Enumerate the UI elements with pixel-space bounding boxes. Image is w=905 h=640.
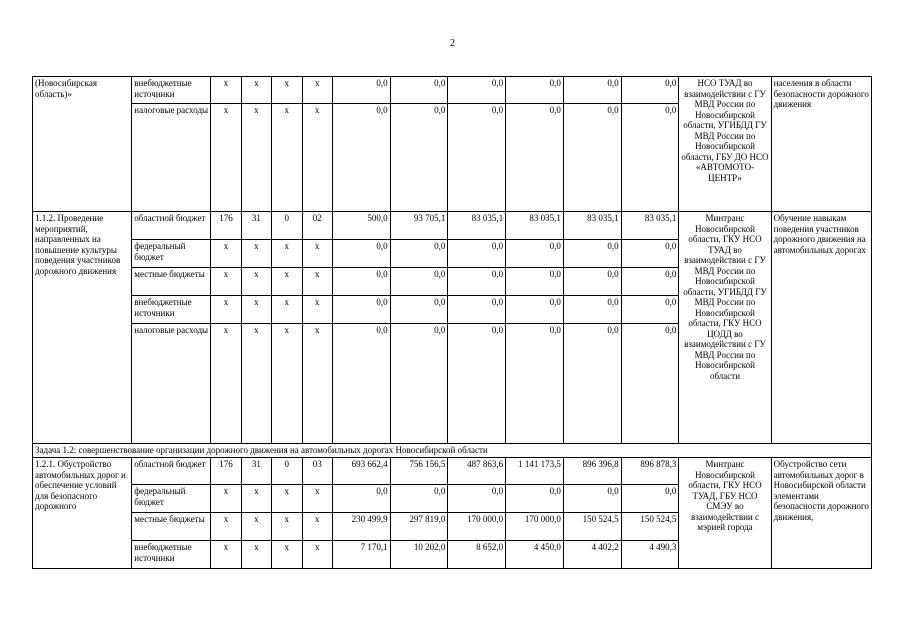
amount-cell: 0,0 <box>506 104 564 212</box>
amount-cell: 1 141 173,5 <box>506 458 564 485</box>
table-row <box>33 77 872 104</box>
code-cell: x <box>211 268 241 296</box>
code-cell: x <box>241 324 271 444</box>
amount-cell: 0,0 <box>563 485 621 513</box>
amount-cell: 0,0 <box>563 77 621 104</box>
code-cell: x <box>241 240 271 268</box>
amount-cell: 0,0 <box>448 324 506 444</box>
amount-cell: 170 000,0 <box>448 513 506 541</box>
amount-cell: 83 035,1 <box>621 212 679 240</box>
amount-cell: 0,0 <box>448 268 506 296</box>
funding-source-cell: внебюджетные источники <box>132 77 211 104</box>
measure-name-cell: (Новосибирская область)» <box>33 77 132 212</box>
code-cell: 0 <box>272 212 302 240</box>
amount-cell: 0,0 <box>506 485 564 513</box>
amount-cell: 170 000,0 <box>506 513 564 541</box>
code-cell: x <box>241 268 271 296</box>
task-header-row <box>33 444 872 458</box>
code-cell: 02 <box>302 212 332 240</box>
code-cell: x <box>241 485 271 513</box>
code-cell: x <box>302 324 332 444</box>
amount-cell: 8 652,0 <box>448 541 506 569</box>
amount-cell: 93 705,1 <box>390 212 448 240</box>
amount-cell: 0,0 <box>621 268 679 296</box>
amount-cell: 297 819,0 <box>390 513 448 541</box>
code-cell: x <box>272 485 302 513</box>
measure-name-cell: 1.2.1. Обустройство автомобильных дорог и обеспечение условий для безопасного дорожного <box>33 458 132 569</box>
amount-cell: 0,0 <box>506 77 564 104</box>
amount-cell: 0,0 <box>390 240 448 268</box>
amount-cell: 0,0 <box>563 296 621 324</box>
amount-cell: 0,0 <box>621 296 679 324</box>
amount-cell: 500,0 <box>332 212 390 240</box>
code-cell: x <box>241 296 271 324</box>
code-cell: x <box>302 268 332 296</box>
funding-source-cell: налоговые расходы <box>132 324 211 444</box>
amount-cell: 0,0 <box>332 77 390 104</box>
amount-cell: 83 035,1 <box>506 212 564 240</box>
code-cell: x <box>272 268 302 296</box>
amount-cell: 83 035,1 <box>563 212 621 240</box>
page-number: 2 <box>450 38 455 49</box>
code-cell: x <box>211 324 241 444</box>
code-cell: x <box>302 296 332 324</box>
amount-cell: 0,0 <box>506 296 564 324</box>
amount-cell: 0,0 <box>563 268 621 296</box>
code-cell: x <box>272 541 302 569</box>
amount-cell: 0,0 <box>332 324 390 444</box>
amount-cell: 756 156,5 <box>390 458 448 485</box>
task-header: Задача 1.2: совершенствование организации дорожного движения на автомобильных дорогах Новосибирской области <box>33 444 872 458</box>
code-cell: x <box>241 513 271 541</box>
amount-cell: 0,0 <box>448 104 506 212</box>
amount-cell: 7 170,1 <box>332 541 390 569</box>
amount-cell: 896 396,8 <box>563 458 621 485</box>
funding-source-cell: внебюджетные источники <box>132 541 211 569</box>
executor-cell: Минтранс Новосибирской области, ГКУ НСО ТУАД во взаимодействии с ГУ МВД России по Новосибирской области, УГИБДД ГУ МВД России по Новосибирской области, ГКУ НСО ЦОДД во взаимодействии с ГУ МВД России по Новосибирской области <box>679 212 771 444</box>
amount-cell: 0,0 <box>506 324 564 444</box>
amount-cell: 0,0 <box>563 324 621 444</box>
result-cell: Обучение навыкам поведения участников дорожного движения на автомобильных дорогах <box>771 212 871 444</box>
amount-cell: 0,0 <box>390 324 448 444</box>
amount-cell: 83 035,1 <box>448 212 506 240</box>
code-cell: x <box>241 77 271 104</box>
amount-cell: 0,0 <box>332 268 390 296</box>
amount-cell: 4 402,2 <box>563 541 621 569</box>
measure-name-cell: 1.1.2. Проведение мероприятий, направленных на повышение культуры поведения участников дорожного движения <box>33 212 132 444</box>
code-cell: x <box>272 513 302 541</box>
code-cell: x <box>211 485 241 513</box>
amount-cell: 0,0 <box>563 240 621 268</box>
amount-cell: 0,0 <box>448 485 506 513</box>
funding-source-cell: областной бюджет <box>132 212 211 240</box>
amount-cell: 4 490,3 <box>621 541 679 569</box>
code-cell: x <box>272 296 302 324</box>
amount-cell: 0,0 <box>621 104 679 212</box>
code-cell: x <box>302 513 332 541</box>
amount-cell: 230 499,9 <box>332 513 390 541</box>
table-body <box>33 77 872 569</box>
result-cell: населения в области безопасности дорожного движения <box>771 77 871 212</box>
amount-cell: 0,0 <box>621 77 679 104</box>
program-table <box>32 76 872 569</box>
code-cell: 0 <box>272 458 302 485</box>
code-cell: x <box>211 513 241 541</box>
code-cell: x <box>272 240 302 268</box>
amount-cell: 0,0 <box>332 240 390 268</box>
executor-cell: Минтранс Новосибирской области, ГКУ НСО ТУАД, ГБУ НСО СМЭУ во взаимодействии с мэрией города <box>679 458 771 569</box>
amount-cell: 0,0 <box>506 268 564 296</box>
amount-cell: 0,0 <box>448 296 506 324</box>
code-cell: x <box>302 240 332 268</box>
amount-cell: 0,0 <box>332 104 390 212</box>
code-cell: 31 <box>241 212 271 240</box>
code-cell: 176 <box>211 212 241 240</box>
amount-cell: 0,0 <box>621 240 679 268</box>
code-cell: 31 <box>241 458 271 485</box>
amount-cell: 150 524,5 <box>621 513 679 541</box>
amount-cell: 0,0 <box>621 485 679 513</box>
executor-cell: НСО ТУАД во взаимодействии с ГУ МВД России по Новосибирской области, УГИБДД ГУ МВД России по Новосибирской области, ГБУ ДО НСО «АВТОМОТО-ЦЕНТР» <box>679 77 771 212</box>
funding-source-cell: местные бюджеты <box>132 513 211 541</box>
amount-cell: 0,0 <box>390 268 448 296</box>
code-cell: x <box>211 104 241 212</box>
code-cell: x <box>211 541 241 569</box>
amount-cell: 487 863,6 <box>448 458 506 485</box>
amount-cell: 0,0 <box>621 324 679 444</box>
amount-cell: 4 450,0 <box>506 541 564 569</box>
result-cell: Обустройство сети автомобильных дорог в Новосибирской области элементами безопасности дорожного движения, <box>771 458 871 569</box>
code-cell: 176 <box>211 458 241 485</box>
code-cell: x <box>211 240 241 268</box>
code-cell: x <box>241 104 271 212</box>
table-row <box>33 212 872 240</box>
funding-source-cell: внебюджетные источники <box>132 296 211 324</box>
amount-cell: 693 662,4 <box>332 458 390 485</box>
code-cell: x <box>272 104 302 212</box>
funding-source-cell: налоговые расходы <box>132 104 211 212</box>
code-cell: x <box>302 77 332 104</box>
code-cell: 03 <box>302 458 332 485</box>
amount-cell: 0,0 <box>332 485 390 513</box>
amount-cell: 0,0 <box>390 296 448 324</box>
code-cell: x <box>211 296 241 324</box>
code-cell: x <box>302 104 332 212</box>
amount-cell: 0,0 <box>506 240 564 268</box>
amount-cell: 0,0 <box>332 296 390 324</box>
amount-cell: 0,0 <box>390 485 448 513</box>
code-cell: x <box>241 541 271 569</box>
amount-cell: 0,0 <box>563 104 621 212</box>
funding-source-cell: местные бюджеты <box>132 268 211 296</box>
amount-cell: 10 202,0 <box>390 541 448 569</box>
code-cell: x <box>302 485 332 513</box>
code-cell: x <box>272 77 302 104</box>
amount-cell: 0,0 <box>390 77 448 104</box>
amount-cell: 0,0 <box>448 77 506 104</box>
table-row <box>33 458 872 485</box>
amount-cell: 896 878,3 <box>621 458 679 485</box>
code-cell: x <box>211 77 241 104</box>
funding-source-cell: федеральный бюджет <box>132 485 211 513</box>
code-cell: x <box>302 541 332 569</box>
code-cell: x <box>272 324 302 444</box>
funding-source-cell: федеральный бюджет <box>132 240 211 268</box>
amount-cell: 0,0 <box>390 104 448 212</box>
funding-source-cell: областной бюджет <box>132 458 211 485</box>
amount-cell: 150 524,5 <box>563 513 621 541</box>
amount-cell: 0,0 <box>448 240 506 268</box>
